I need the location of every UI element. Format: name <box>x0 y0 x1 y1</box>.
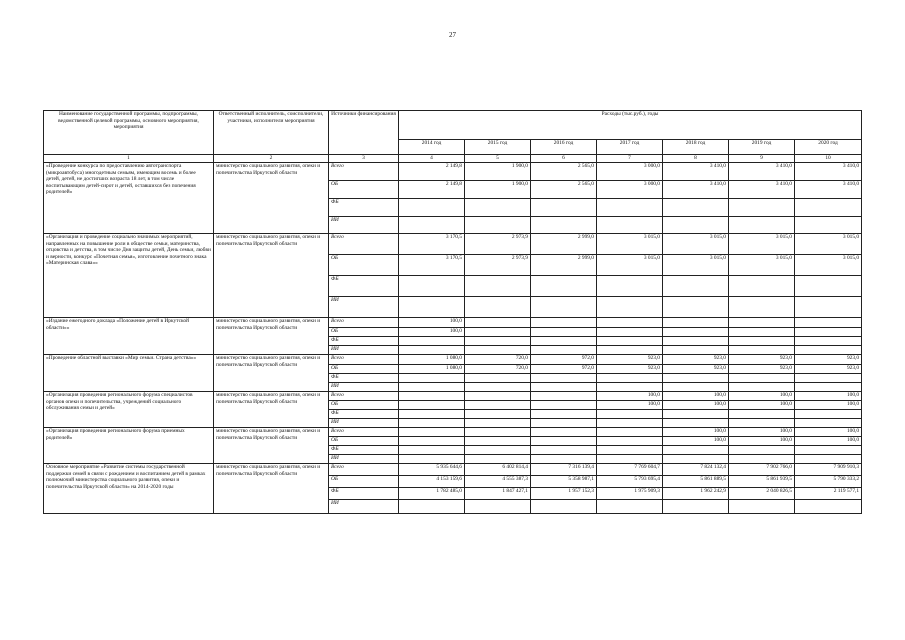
expense-value <box>795 318 862 328</box>
expense-value <box>597 428 663 437</box>
expense-value: 7 902 766,0 <box>729 464 795 476</box>
column-number: 2 <box>214 155 329 163</box>
header-source: Источники финансирования <box>329 111 399 155</box>
table-row <box>44 318 862 328</box>
expense-value <box>663 297 729 318</box>
funding-source: ОБ <box>329 476 399 488</box>
expense-value <box>465 410 531 419</box>
expense-value: 3 015,0 <box>597 255 663 276</box>
expense-value: 923,0 <box>795 365 862 374</box>
expense-value: 2 149,8 <box>399 163 465 181</box>
expense-value <box>399 446 465 455</box>
expense-value <box>597 383 663 392</box>
expense-value <box>597 297 663 318</box>
measure-executor: министерство социального развития, опеки и попечительства Иркутской области <box>214 163 329 234</box>
expense-value <box>465 500 531 514</box>
expense-value <box>663 383 729 392</box>
funding-source: ОБ <box>329 401 399 410</box>
expense-value: 100,0 <box>729 392 795 401</box>
expense-value: 3 015,0 <box>663 255 729 276</box>
measure-name: «Проведение областной выставки «Мир семьи. Страна детства»» <box>44 355 214 392</box>
expense-value: 3 000,0 <box>597 163 663 181</box>
expense-value <box>465 419 531 428</box>
measure-name: «Организация проведения регионального форума специалистов органов опеки и попечительства, учреждений социального обслуживания семьи и детей» <box>44 392 214 428</box>
expense-value <box>795 455 862 464</box>
expense-value <box>663 276 729 297</box>
funding-source: ОБ <box>329 328 399 337</box>
expense-value <box>795 337 862 346</box>
measure-executor: министерство социального развития, опеки и попечительства Иркутской области <box>214 464 329 514</box>
expense-value: 2 999,0 <box>531 255 597 276</box>
expense-value <box>663 318 729 328</box>
expense-value: 2 999,0 <box>531 234 597 255</box>
expense-value: 972,0 <box>531 355 597 365</box>
expense-value <box>597 437 663 446</box>
expense-value <box>399 455 465 464</box>
expense-value: 100,0 <box>795 437 862 446</box>
expense-value: 1 962 242,9 <box>663 488 729 500</box>
expense-value: 720,0 <box>465 355 531 365</box>
funding-source: ИИ <box>329 500 399 514</box>
measure-name: «Организация проведения регионального форума приемных родителей» <box>44 428 214 464</box>
funding-source: ИИ <box>329 217 399 234</box>
expense-value <box>531 383 597 392</box>
expense-value <box>531 446 597 455</box>
expense-value: 1 847 427,1 <box>465 488 531 500</box>
funding-source: ИИ <box>329 297 399 318</box>
expense-value: 3 410,0 <box>729 181 795 199</box>
expense-value <box>597 446 663 455</box>
expense-value <box>663 199 729 217</box>
column-number: 6 <box>531 155 597 163</box>
expense-value: 720,0 <box>465 365 531 374</box>
expense-value <box>729 276 795 297</box>
expense-value: 923,0 <box>663 355 729 365</box>
column-number: 4 <box>399 155 465 163</box>
header-expenses: Расходы (тыс.руб.), годы <box>399 111 862 140</box>
header-name: Наименование государственной программы, подпрограммы, ведомственной целевой программы, основного мероприятия, мероприятия <box>44 111 214 155</box>
expense-value: 100,0 <box>663 437 729 446</box>
expense-value: 3 015,0 <box>795 234 862 255</box>
expense-value: 3 410,0 <box>663 163 729 181</box>
expense-value <box>795 419 862 428</box>
expense-value <box>465 446 531 455</box>
expense-value: 3 410,0 <box>729 163 795 181</box>
expense-value <box>531 199 597 217</box>
expense-value <box>597 455 663 464</box>
expense-value <box>729 199 795 217</box>
expense-value <box>399 199 465 217</box>
expense-value: 3 410,0 <box>795 181 862 199</box>
expense-value: 7 824 132,4 <box>663 464 729 476</box>
expense-value: 100,0 <box>795 428 862 437</box>
expense-value <box>531 374 597 383</box>
expense-value: 1 782 485,0 <box>399 488 465 500</box>
expense-value <box>663 446 729 455</box>
expense-value <box>465 455 531 464</box>
column-number: 8 <box>663 155 729 163</box>
expense-value <box>729 419 795 428</box>
expense-value <box>399 419 465 428</box>
expense-value <box>465 318 531 328</box>
expense-value <box>663 337 729 346</box>
expense-value: 100,0 <box>663 401 729 410</box>
funding-source: Всего <box>329 392 399 401</box>
expense-value: 923,0 <box>597 365 663 374</box>
expense-value <box>597 374 663 383</box>
expense-value: 1 957 152,3 <box>531 488 597 500</box>
expense-value <box>399 410 465 419</box>
expense-value: 6 402 814,4 <box>465 464 531 476</box>
expense-value <box>399 500 465 514</box>
expense-value: 7 769 604,7 <box>597 464 663 476</box>
expense-value: 1 900,0 <box>465 163 531 181</box>
expense-value: 3 000,0 <box>597 181 663 199</box>
expense-value: 3 015,0 <box>597 234 663 255</box>
expense-value <box>795 346 862 355</box>
expense-value: 100,0 <box>597 392 663 401</box>
expense-value <box>597 410 663 419</box>
expense-value: 923,0 <box>795 355 862 365</box>
expense-value <box>531 346 597 355</box>
funding-source: ФБ <box>329 488 399 500</box>
expense-value <box>729 318 795 328</box>
expense-value <box>465 392 531 401</box>
expense-value: 100,0 <box>729 428 795 437</box>
expense-value: 100,0 <box>795 401 862 410</box>
funding-source: ФБ <box>329 199 399 217</box>
header-year: 2014 год <box>399 140 465 155</box>
header-year: 2018 год <box>663 140 729 155</box>
measure-executor: министерство социального развития, опеки и попечительства Иркутской области <box>214 318 329 355</box>
table-row <box>44 234 862 255</box>
expense-value <box>531 328 597 337</box>
expense-value <box>729 374 795 383</box>
expense-value <box>399 297 465 318</box>
expense-value <box>663 455 729 464</box>
table-row <box>44 392 862 401</box>
expense-value <box>399 401 465 410</box>
expense-value <box>531 392 597 401</box>
column-number: 1 <box>44 155 214 163</box>
expense-value: 4 153 159,6 <box>399 476 465 488</box>
expense-value <box>597 217 663 234</box>
expense-value <box>795 217 862 234</box>
expense-value <box>465 383 531 392</box>
column-number: 5 <box>465 155 531 163</box>
expense-value <box>663 346 729 355</box>
measure-name: «Издание ежегодного доклада «Положение детей в Иркутской области»» <box>44 318 214 355</box>
expense-value: 5 790 333,2 <box>795 476 862 488</box>
expense-value <box>465 337 531 346</box>
expense-value <box>663 500 729 514</box>
expense-value: 3 170,5 <box>399 255 465 276</box>
column-number: 7 <box>597 155 663 163</box>
header-year: 2019 год <box>729 140 795 155</box>
expense-value <box>729 455 795 464</box>
expense-value <box>663 410 729 419</box>
expense-value: 100,0 <box>729 401 795 410</box>
expense-value: 5 861 889,5 <box>663 476 729 488</box>
expense-value <box>399 217 465 234</box>
expense-value <box>729 297 795 318</box>
expense-value <box>729 346 795 355</box>
expense-value <box>663 419 729 428</box>
expense-value: 5 358 987,1 <box>531 476 597 488</box>
column-number: 9 <box>729 155 795 163</box>
expense-value <box>663 374 729 383</box>
header-year: 2017 год <box>597 140 663 155</box>
expense-value <box>795 199 862 217</box>
page-number: 27 <box>449 31 456 39</box>
expense-value <box>729 410 795 419</box>
expense-value: 2 149,8 <box>399 181 465 199</box>
expense-value <box>465 297 531 318</box>
expense-value <box>597 500 663 514</box>
expense-value: 100,0 <box>597 401 663 410</box>
measure-executor: министерство социального развития, опеки и попечительства Иркутской области <box>214 355 329 392</box>
funding-source: ИИ <box>329 346 399 355</box>
funding-source: ФБ <box>329 374 399 383</box>
expense-value <box>597 346 663 355</box>
expense-value <box>795 276 862 297</box>
expense-value <box>729 500 795 514</box>
expense-value <box>795 383 862 392</box>
expense-value: 3 015,0 <box>663 234 729 255</box>
expense-value <box>531 401 597 410</box>
expense-value <box>597 199 663 217</box>
expense-value: 100,0 <box>399 318 465 328</box>
expense-value: 923,0 <box>729 355 795 365</box>
expense-value <box>465 276 531 297</box>
funding-source: ИИ <box>329 383 399 392</box>
expense-value: 3 015,0 <box>729 234 795 255</box>
funding-source: Всего <box>329 428 399 437</box>
expense-value: 100,0 <box>663 392 729 401</box>
expense-value <box>465 346 531 355</box>
expense-value: 3 410,0 <box>795 163 862 181</box>
expense-value <box>399 337 465 346</box>
funding-source: ИИ <box>329 455 399 464</box>
expense-value: 100,0 <box>399 328 465 337</box>
funding-source: Всего <box>329 234 399 255</box>
header-year: 2016 год <box>531 140 597 155</box>
funding-source: ОБ <box>329 365 399 374</box>
expense-value <box>795 446 862 455</box>
table-row <box>44 464 862 476</box>
header-year: 2015 год <box>465 140 531 155</box>
funding-source: Всего <box>329 163 399 181</box>
expense-value: 923,0 <box>729 365 795 374</box>
expense-value <box>597 419 663 428</box>
expense-value <box>399 374 465 383</box>
expense-value: 2 565,0 <box>531 163 597 181</box>
expense-value <box>465 437 531 446</box>
expense-value <box>597 318 663 328</box>
measure-name: Основное мероприятие «Развитие системы государственной поддержки семей в связи с рождением и воспитанием детей в рамках полномочий министерства социального развития, опеки и попечительства Иркутской области» на 2014-2020 годы <box>44 464 214 514</box>
measure-name: «Проведение конкурса по предоставлению автотранспорта (микроавтобуса) многодетным семьям, имеющим восемь и более детей, детей, не достигших возраста 18 лет, в том числе воспитывающим детей-сирот и детей, оставшихся без попечения родителей» <box>44 163 214 234</box>
expense-value <box>729 446 795 455</box>
expense-value <box>597 276 663 297</box>
funding-source: Всего <box>329 318 399 328</box>
expense-value <box>465 401 531 410</box>
expense-value: 3 410,0 <box>663 181 729 199</box>
expense-value: 5 793 695,4 <box>597 476 663 488</box>
header-executor: Ответственный исполнитель, соисполнители, участники, исполнители мероприятия <box>214 111 329 155</box>
funding-source: ФБ <box>329 276 399 297</box>
expense-value <box>795 297 862 318</box>
expense-value <box>399 346 465 355</box>
expense-value <box>399 383 465 392</box>
expense-value <box>729 383 795 392</box>
expense-value: 100,0 <box>729 437 795 446</box>
expense-value <box>795 374 862 383</box>
table-row <box>44 428 862 437</box>
expense-value <box>795 328 862 337</box>
expense-value: 100,0 <box>795 392 862 401</box>
expense-value <box>597 328 663 337</box>
budget-table <box>43 110 862 514</box>
table-row <box>44 355 862 365</box>
measure-executor: министерство социального развития, опеки и попечительства Иркутской области <box>214 234 329 318</box>
expense-value <box>465 199 531 217</box>
header-year: 2020 год <box>795 140 862 155</box>
expense-value: 1 900,0 <box>465 181 531 199</box>
expense-value: 100,0 <box>663 428 729 437</box>
expense-value <box>399 392 465 401</box>
expense-value: 1 975 909,3 <box>597 488 663 500</box>
expense-value <box>531 428 597 437</box>
expense-value <box>465 328 531 337</box>
expense-value <box>531 410 597 419</box>
expense-value <box>399 276 465 297</box>
expense-value <box>729 217 795 234</box>
table-row <box>44 163 862 181</box>
expense-value <box>531 455 597 464</box>
expense-value: 972,0 <box>531 365 597 374</box>
expense-value <box>663 217 729 234</box>
funding-source: ФБ <box>329 337 399 346</box>
expense-value: 3 170,5 <box>399 234 465 255</box>
expense-value <box>465 217 531 234</box>
expense-value <box>729 328 795 337</box>
expense-value <box>729 337 795 346</box>
expense-value <box>399 437 465 446</box>
expense-value: 2 973,9 <box>465 234 531 255</box>
measure-executor: министерство социального развития, опеки и попечительства Иркутской области <box>214 428 329 464</box>
funding-source: Всего <box>329 355 399 365</box>
funding-source: ОБ <box>329 437 399 446</box>
expense-value <box>465 428 531 437</box>
expense-value <box>795 410 862 419</box>
funding-source: Всего <box>329 464 399 476</box>
funding-source: ИИ <box>329 419 399 428</box>
expense-value: 4 555 387,3 <box>465 476 531 488</box>
expense-value: 1 080,0 <box>399 355 465 365</box>
expense-value: 7 909 910,3 <box>795 464 862 476</box>
column-number: 3 <box>329 155 399 163</box>
expense-value: 2 565,0 <box>531 181 597 199</box>
expense-value <box>663 328 729 337</box>
expense-value <box>531 297 597 318</box>
expense-value: 923,0 <box>663 365 729 374</box>
expense-value <box>399 428 465 437</box>
expense-value: 7 316 139,4 <box>531 464 597 476</box>
expense-value: 2 040 826,5 <box>729 488 795 500</box>
funding-source: ОБ <box>329 181 399 199</box>
expense-value <box>795 500 862 514</box>
column-number: 10 <box>795 155 862 163</box>
expense-value: 923,0 <box>597 355 663 365</box>
expense-value <box>531 500 597 514</box>
expense-value: 5 861 939,5 <box>729 476 795 488</box>
expense-value <box>531 276 597 297</box>
expense-value <box>465 374 531 383</box>
funding-source: ФБ <box>329 410 399 419</box>
measure-name: «Организация и проведение социально значимых мероприятий, направленных на повышение роли в обществе семьи, материнства, отцовства и детства, в том числе Дня защиты детей, День семьи, любви и верности, конкурс «Почетная семья», изготовление почетного знака «Материнская слава»» <box>44 234 214 318</box>
expense-value <box>531 217 597 234</box>
funding-source: ФБ <box>329 446 399 455</box>
expense-value: 5 935 644,6 <box>399 464 465 476</box>
expense-value <box>531 437 597 446</box>
expense-value <box>531 337 597 346</box>
expense-value: 2 119 577,1 <box>795 488 862 500</box>
expense-value: 3 015,0 <box>795 255 862 276</box>
expense-value: 3 015,0 <box>729 255 795 276</box>
expense-value <box>531 318 597 328</box>
expense-value <box>531 419 597 428</box>
expense-value: 1 080,0 <box>399 365 465 374</box>
funding-source: ОБ <box>329 255 399 276</box>
measure-executor: министерство социального развития, опеки и попечительства Иркутской области <box>214 392 329 428</box>
expense-value: 2 973,9 <box>465 255 531 276</box>
expense-value <box>597 337 663 346</box>
